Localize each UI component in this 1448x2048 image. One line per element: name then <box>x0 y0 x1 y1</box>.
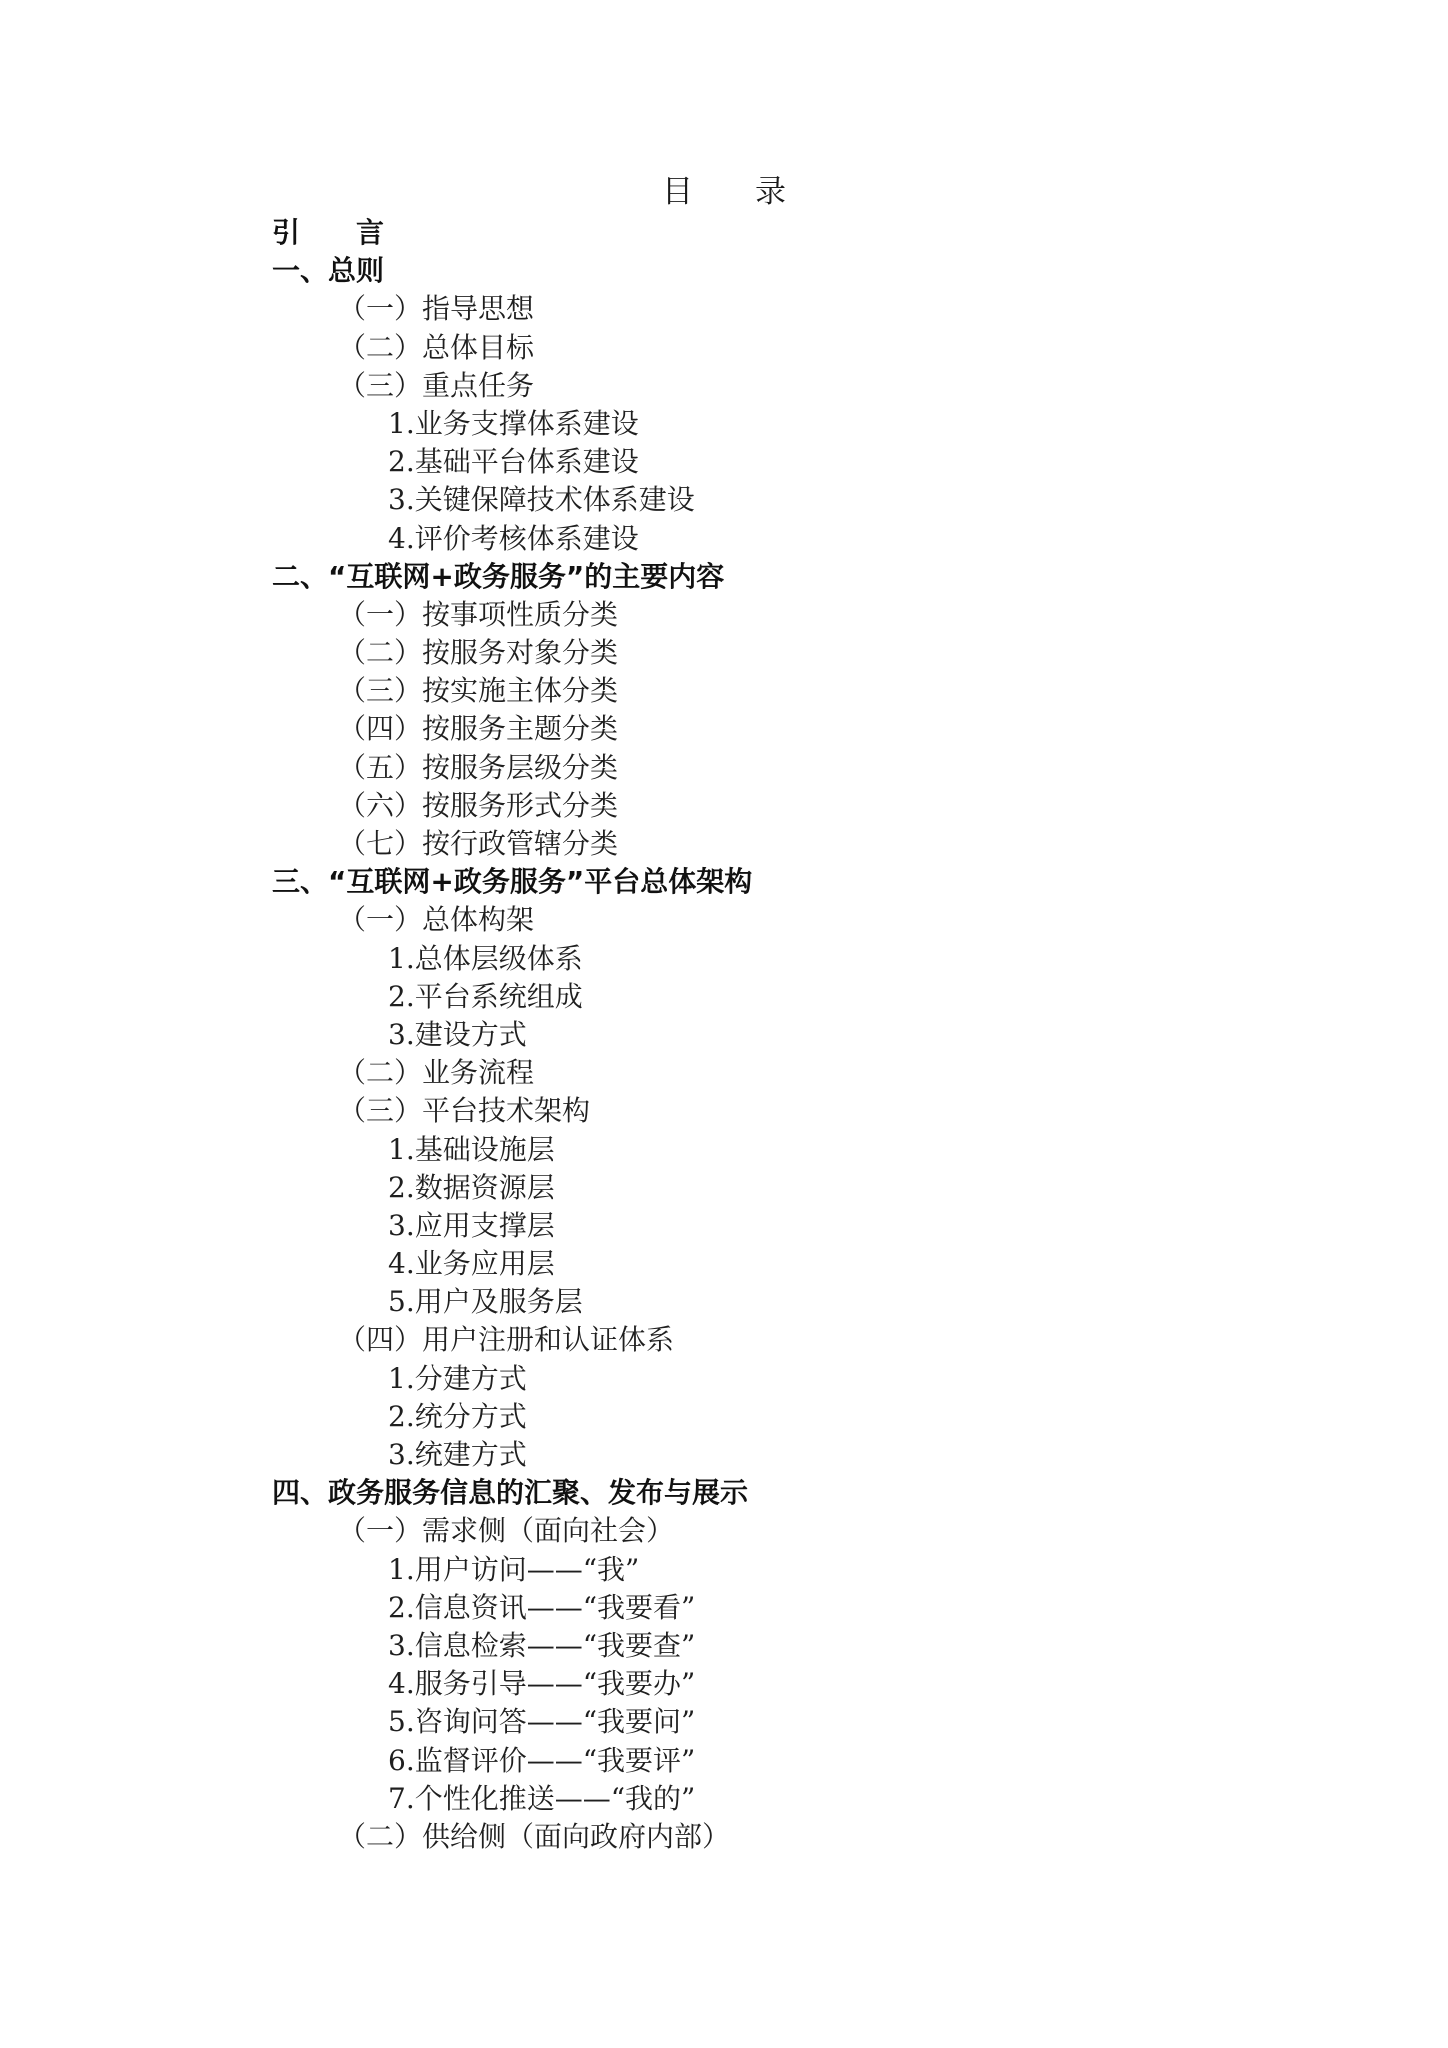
toc-section: （二）按服务对象分类 <box>338 636 619 670</box>
toc-subsection: 1.业务支撑体系建设 <box>388 406 639 440</box>
toc-chapter: 二、“互联网+政务服务”的主要内容 <box>272 559 725 593</box>
toc-heading <box>0 170 1448 214</box>
toc-subsection: 3.建设方式 <box>388 1017 527 1051</box>
toc-section: （二）总体目标 <box>338 330 535 364</box>
toc-subsection: 4.业务应用层 <box>388 1247 555 1281</box>
toc-section: （三）按实施主体分类 <box>338 674 619 708</box>
toc-chapter: 四、政务服务信息的汇聚、发布与展示 <box>272 1476 749 1510</box>
toc-subsection: 4.评价考核体系建设 <box>388 521 639 555</box>
toc-subsection: 3.统建方式 <box>388 1438 527 1471</box>
toc-subsection: 2.数据资源层 <box>388 1170 555 1204</box>
toc-subsection: 1.用户访问——“我” <box>388 1552 640 1586</box>
toc-subsection: 2.统分方式 <box>388 1399 527 1433</box>
toc-subsection: 3.关键保障技术体系建设 <box>388 483 695 517</box>
toc-section: （六）按服务形式分类 <box>338 788 619 822</box>
toc-list <box>0 214 1448 1856</box>
toc-section: （五）按服务层级分类 <box>338 750 619 784</box>
toc-chapter: 一、总则 <box>272 254 385 288</box>
toc-subsection: 3.信息检索——“我要查” <box>388 1628 696 1662</box>
toc-section: （三）平台技术架构 <box>338 1094 591 1128</box>
toc-chapter: 三、“互联网+政务服务”平台总体架构 <box>272 865 753 899</box>
toc-subsection: 6.监督评价——“我要评” <box>388 1743 696 1777</box>
toc-subsection: 5.咨询问答——“我要问” <box>388 1705 696 1739</box>
toc-section: （四）按服务主题分类 <box>338 712 619 746</box>
toc-section: （二）供给侧（面向政府内部） <box>338 1819 731 1853</box>
toc-subsection: 2.信息资讯——“我要看” <box>388 1590 696 1624</box>
toc-subsection: 2.平台系统组成 <box>388 979 583 1013</box>
toc-subsection: 7.个性化推送——“我的” <box>388 1781 696 1815</box>
toc-subsection: 3.应用支撑层 <box>388 1208 555 1242</box>
toc-section: （一）需求侧（面向社会） <box>338 1514 675 1548</box>
toc-chapter: 引 言 <box>272 216 385 249</box>
toc-subsection: 2.基础平台体系建设 <box>388 445 639 479</box>
toc-section: （四）用户注册和认证体系 <box>338 1323 675 1357</box>
toc-subsection: 4.服务引导——“我要办” <box>388 1667 696 1701</box>
toc-subsection: 1.分建方式 <box>388 1361 527 1395</box>
toc-subsection: 1.基础设施层 <box>388 1132 555 1166</box>
toc-section: （三）重点任务 <box>338 368 535 402</box>
toc-subsection: 1.总体层级体系 <box>388 941 583 975</box>
toc-section: （七）按行政管辖分类 <box>338 827 619 860</box>
toc-section: （一）按事项性质分类 <box>338 597 619 631</box>
toc-section: （一）指导思想 <box>338 292 535 326</box>
toc-heading-text: 目 录 <box>662 174 786 210</box>
toc-subsection: 5.用户及服务层 <box>388 1285 583 1319</box>
toc-section: （二）业务流程 <box>338 1056 535 1090</box>
toc-section: （一）总体构架 <box>338 903 535 937</box>
